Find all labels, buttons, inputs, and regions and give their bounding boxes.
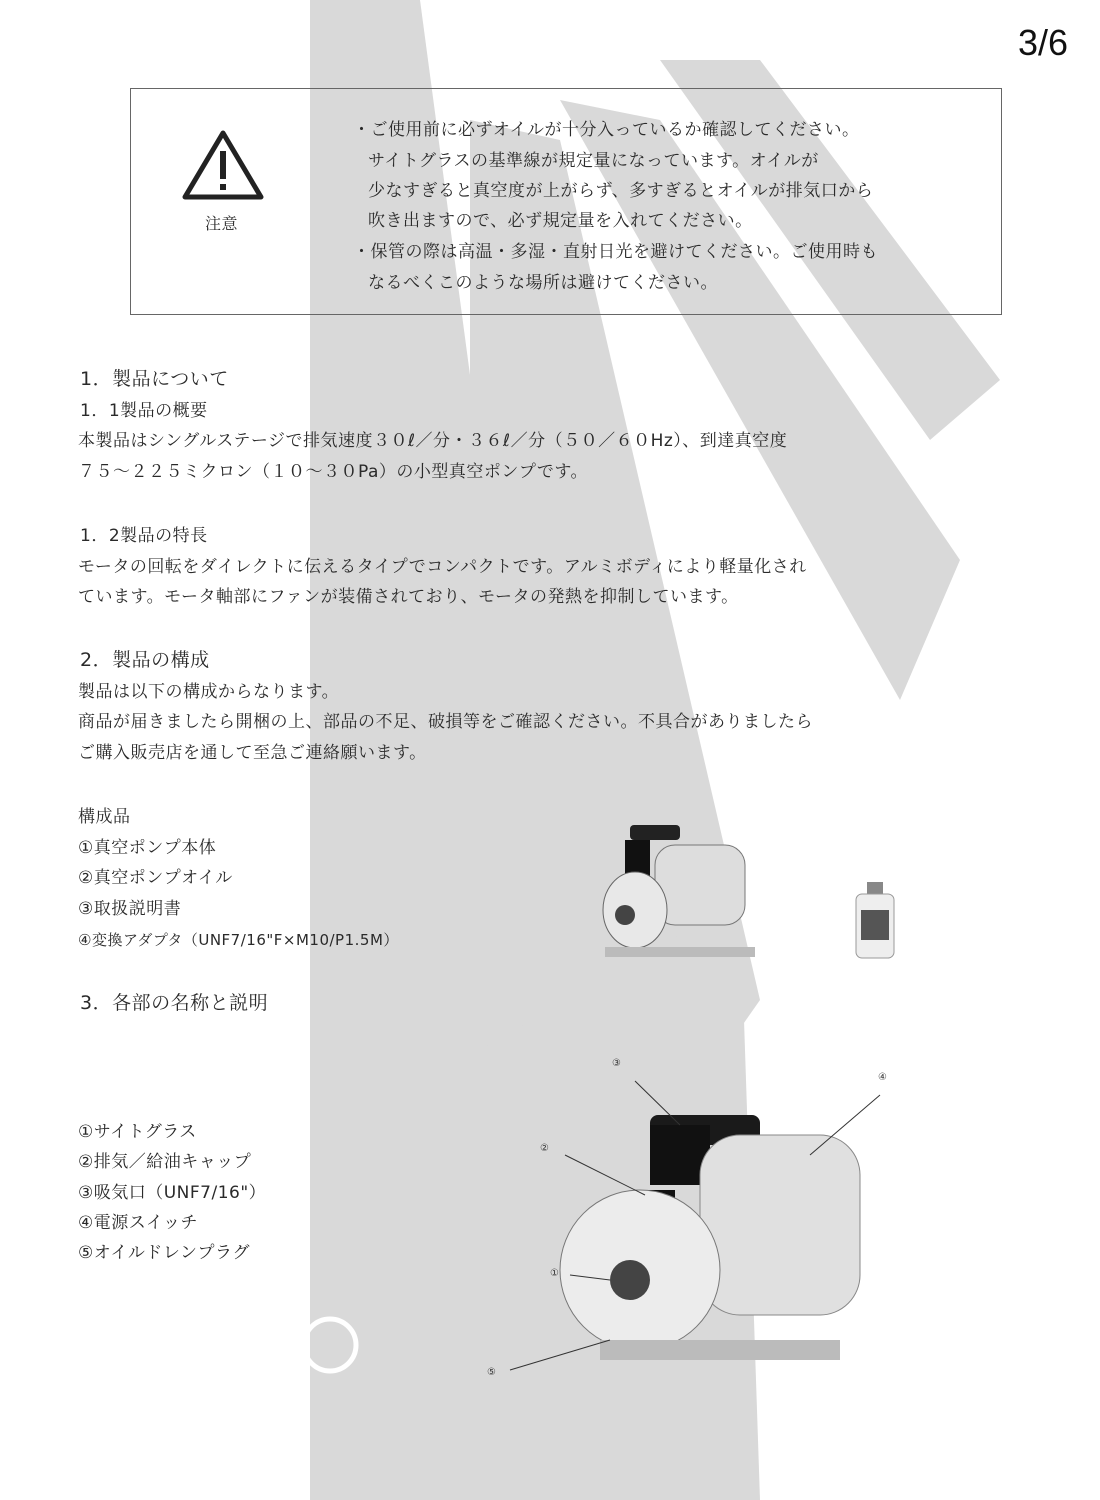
part-item: ④電源スイッチ [78, 1213, 199, 1233]
callout-5: ⑤ [487, 1367, 496, 1378]
oil-bottle-photo [853, 880, 898, 962]
caution-label: 注意 [205, 214, 239, 233]
body-text: ７５～２２５ミクロン（１０～３０Pa）の小型真空ポンプです。 [78, 462, 589, 482]
body-text: 製品は以下の構成からなります。 [78, 682, 340, 702]
body-text: ています。モータ軸部にファンが装備されており、モータの発熱を抑制しています。 [78, 587, 739, 607]
section-2-heading: 2．製品の構成 [80, 649, 210, 671]
warning-triangle-icon [181, 129, 265, 201]
caution-line: ・保管の際は高温・多湿・直射日光を避けてください。ご使用時も [353, 242, 878, 262]
component-item: ①真空ポンプ本体 [78, 838, 217, 858]
section-3-heading: 3．各部の名称と説明 [80, 992, 269, 1014]
part-item: ③吸気口（UNF7/16"） [78, 1183, 267, 1203]
pump-parts-diagram [480, 1055, 900, 1385]
component-item: ④変換アダプタ（UNF7/16"F×M10/P1.5M） [78, 931, 399, 949]
part-item: ①サイトグラス [78, 1122, 197, 1142]
callout-1: ① [550, 1268, 559, 1279]
caution-line: なるべくこのような場所は避けてください。 [368, 273, 718, 293]
body-text: ご購入販売店を通して至急ご連絡願います。 [78, 743, 427, 763]
caution-box [130, 88, 1002, 315]
body-text: 商品が届きましたら開梱の上、部品の不足、破損等をご確認ください。不具合がありましたら [78, 712, 813, 732]
component-item: ②真空ポンプオイル [78, 868, 233, 888]
body-text: モータの回転をダイレクトに伝えるタイプでコンパクトです。アルミボディにより軽量化され [78, 557, 807, 577]
callout-2: ② [540, 1143, 549, 1154]
page-number: 3/6 [1017, 22, 1068, 63]
part-item: ②排気／給油キャップ [78, 1152, 252, 1172]
callout-3: ③ [612, 1058, 621, 1069]
caution-line: 少なすぎると真空度が上がらず、多すぎるとオイルが排気口から [368, 181, 874, 201]
components-title: 構成品 [78, 807, 131, 827]
body-text: 本製品はシングルステージで排気速度３０ℓ／分・３６ℓ／分（５０／６０Hz）、到達真空度 [78, 431, 788, 451]
caution-line: ・ご使用前に必ずオイルが十分入っているか確認してください。 [353, 120, 860, 140]
section-1-1-heading: 1．1製品の概要 [80, 401, 208, 421]
callout-4: ④ [878, 1072, 887, 1083]
caution-line: 吹き出ますので、必ず規定量を入れてください。 [368, 211, 753, 231]
component-item: ③取扱説明書 [78, 899, 182, 919]
section-1-2-heading: 1．2製品の特長 [80, 526, 208, 546]
caution-line: サイトグラスの基準線が規定量になっています。オイルが [368, 151, 819, 171]
part-item: ⑤オイルドレンプラグ [78, 1243, 250, 1263]
vacuum-pump-photo [595, 815, 765, 965]
section-1-heading: 1．製品について [80, 368, 229, 390]
